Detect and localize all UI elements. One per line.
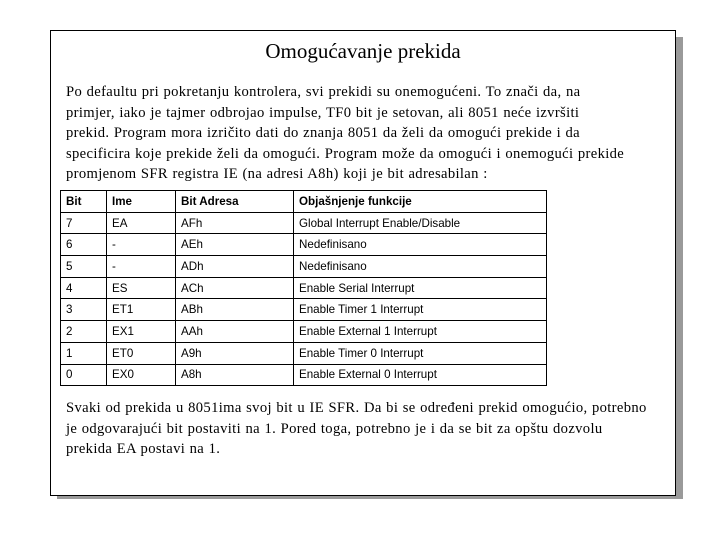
cell-bit: 7 (61, 212, 107, 234)
cell-name: ET1 (107, 299, 176, 321)
cell-bit: 1 (61, 342, 107, 364)
cell-bit-address: ABh (176, 299, 294, 321)
table-header-row (61, 191, 547, 213)
cell-description: Enable External 0 Interrupt (294, 364, 547, 386)
cell-bit: 5 (61, 256, 107, 278)
cell-description: Enable External 1 Interrupt (294, 321, 547, 343)
table-row (61, 342, 547, 364)
cell-bit-address: AEh (176, 234, 294, 256)
cell-bit-address: ADh (176, 256, 294, 278)
table-row (61, 364, 547, 386)
header-description: Objašnjenje funkcije (294, 191, 547, 213)
cell-name: - (107, 234, 176, 256)
header-name: Ime (107, 191, 176, 213)
cell-bit-address: AAh (176, 321, 294, 343)
cell-bit-address: ACh (176, 277, 294, 299)
slide (50, 30, 676, 496)
table-row (61, 234, 547, 256)
cell-name: ES (107, 277, 176, 299)
intro-paragraph: Po defaultu pri pokretanju kontrolera, svi prekidi su onemogućeni. To znači da, na primjer, iako je tajmer odbrojao impulse, TF0 bit je setovan, ali 8051 neće izvršiti prekid. Program mora izričito dati do znanja 8051 da želi da omogući prekide i da specificira koje prekide želi da omogući. Program može da omogući i onemogući prekide promjenom SFR registra IE (na adresi A8h) koji je bit adresabilan : (66, 84, 625, 182)
table-row (61, 212, 547, 234)
cell-description: Nedefinisano (294, 256, 547, 278)
cell-name: EX0 (107, 364, 176, 386)
cell-bit-address: A9h (176, 342, 294, 364)
cell-bit: 6 (61, 234, 107, 256)
cell-name: EX1 (107, 321, 176, 343)
table-row (61, 299, 547, 321)
cell-bit: 4 (61, 277, 107, 299)
outro-paragraph: Svaki od prekida u 8051ima svoj bit u IE SFR. Da bi se određeni prekid omogućio, potrebno je odgovarajući bit postaviti na 1. Pored toga, potrebno je i da se bit za opštu dozvolu prekida EA postavi na 1. (66, 400, 647, 457)
cell-bit: 0 (61, 364, 107, 386)
cell-description: Enable Serial Interrupt (294, 277, 547, 299)
cell-description: Enable Timer 0 Interrupt (294, 342, 547, 364)
cell-name: - (107, 256, 176, 278)
cell-name: EA (107, 212, 176, 234)
header-bit-address: Bit Adresa (176, 191, 294, 213)
cell-bit-address: AFh (176, 212, 294, 234)
cell-description: Nedefinisano (294, 234, 547, 256)
table-row (61, 321, 547, 343)
ie-register-table (60, 190, 547, 386)
header-bit: Bit (61, 191, 107, 213)
cell-bit-address: A8h (176, 364, 294, 386)
table-row (61, 256, 547, 278)
cell-bit: 2 (61, 321, 107, 343)
cell-bit: 3 (61, 299, 107, 321)
table-row (61, 277, 547, 299)
cell-description: Global Interrupt Enable/Disable (294, 212, 547, 234)
slide-title: Omogućavanje prekida (265, 39, 461, 63)
cell-description: Enable Timer 1 Interrupt (294, 299, 547, 321)
cell-name: ET0 (107, 342, 176, 364)
